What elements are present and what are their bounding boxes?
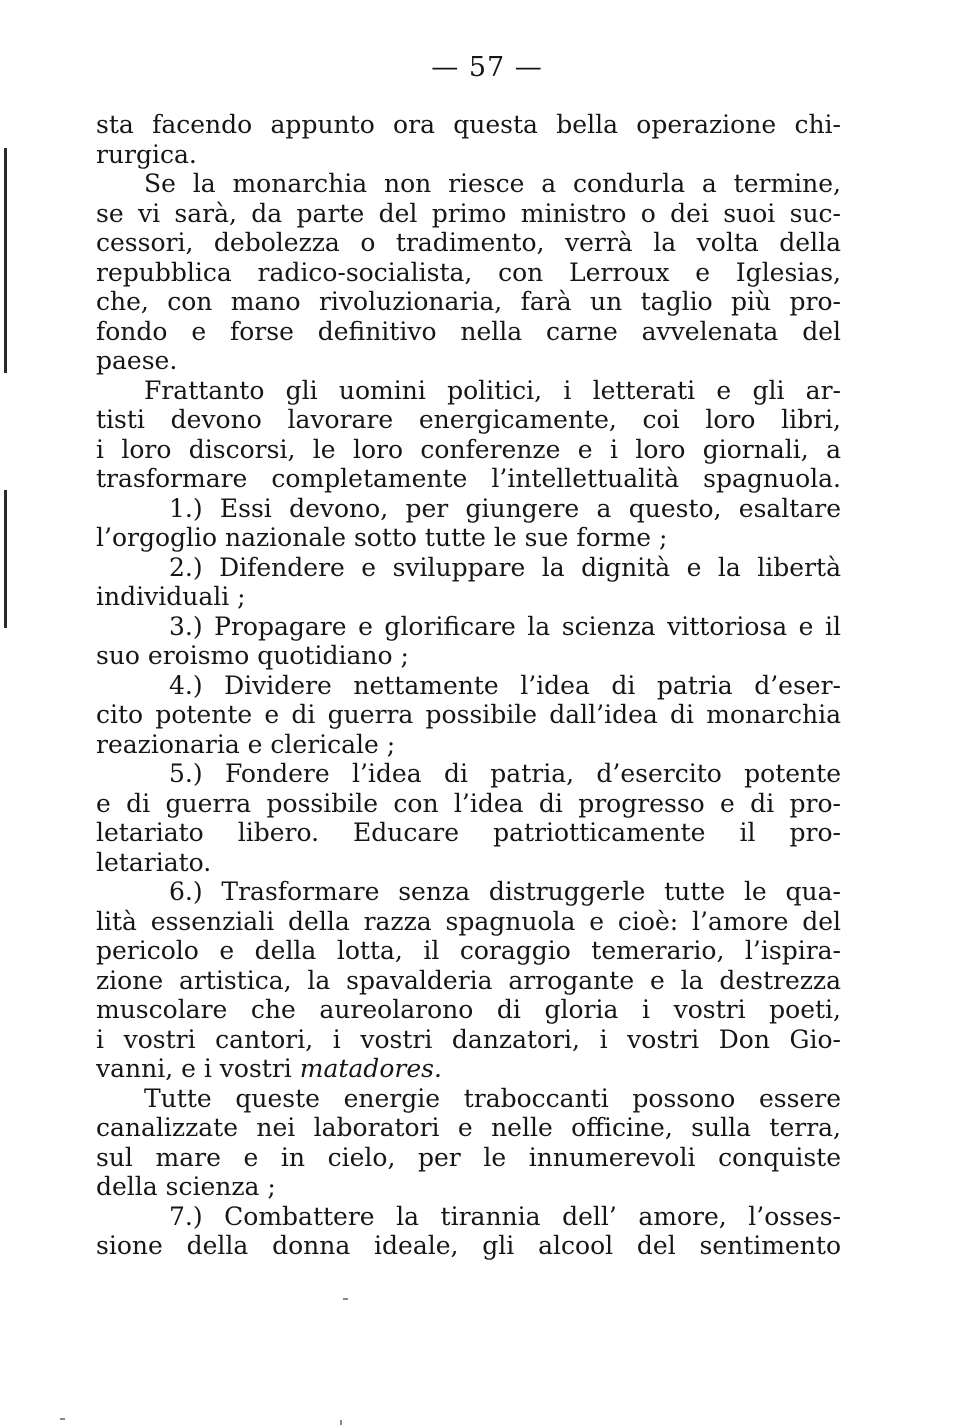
text-line xyxy=(96,287,841,317)
text-line-content: trasformare completamente l’intellettualità spagnuola. xyxy=(96,464,841,493)
text-line xyxy=(96,641,841,671)
text-line-content: sta facendo appunto ora questa bella operazione chi- xyxy=(96,110,841,139)
text-line-content: suo eroismo quotidiano ; xyxy=(96,641,409,670)
text-line-content: sul mare e in cielo, per le innumerevoli conquiste xyxy=(96,1142,841,1172)
text-line-content: e di guerra possibile con l’idea di progresso e di pro- xyxy=(96,788,841,818)
text-line-content: zione artistica, la spavalderia arrogante e la destrezza xyxy=(96,965,841,995)
text-line xyxy=(96,582,841,612)
text-line xyxy=(96,730,841,760)
text-line xyxy=(96,848,841,878)
text-line xyxy=(96,1113,841,1143)
text-line-content: reazionaria e clericale ; xyxy=(96,729,396,759)
text-line xyxy=(96,199,841,229)
text-line-content: Tutte queste energie traboccanti possono essere xyxy=(144,1083,841,1113)
text-line-content: i vostri cantori, i vostri danzatori, i vostri Don Gio- xyxy=(96,1024,841,1054)
text-line-content: paese. xyxy=(96,346,178,375)
text-line xyxy=(96,110,841,140)
text-line xyxy=(96,140,841,170)
text-line-content: repubblica radico-socialista, con Lerroux e Iglesias, xyxy=(96,257,841,287)
text-line-content: 1.) Essi devono, per giungere a questo, esaltare xyxy=(169,493,841,523)
page-number: — 57 — xyxy=(431,52,543,83)
text-line xyxy=(96,1202,841,1232)
text-line xyxy=(96,907,841,937)
text-line xyxy=(96,671,841,701)
text-line-content: che, con mano rivoluzionaria, farà un taglio più pro- xyxy=(96,287,841,316)
text-line xyxy=(96,818,841,848)
text-line xyxy=(96,1025,841,1055)
text-line xyxy=(96,464,841,494)
text-line-content: individuali ; xyxy=(96,582,246,611)
text-line xyxy=(96,1231,841,1261)
text-line-content: 6.) Trasformare senza distruggerle tutte le qua- xyxy=(169,877,841,906)
text-line xyxy=(96,966,841,996)
text-line-content: tisti devono lavorare energicamente, coi loro libri, xyxy=(96,405,841,434)
text-line-content: Se la monarchia non riesce a condurla a termine, xyxy=(144,169,841,198)
text-line-content: pericolo e della lotta, il coraggio temerario, l’ispira- xyxy=(96,936,841,965)
text-line-content: della scienza ; xyxy=(96,1172,276,1201)
text-line-content: Frattanto gli uomini politici, i letterati e gli ar- xyxy=(144,375,841,405)
text-line xyxy=(96,936,841,966)
text-line xyxy=(96,553,841,583)
text-line-content: rurgica. xyxy=(96,139,197,169)
text-line-content: 5.) Fondere l’idea di patria, d’esercito potente xyxy=(169,759,841,788)
text-line xyxy=(96,789,841,819)
text-line xyxy=(96,612,841,642)
text-line xyxy=(96,700,841,730)
margin-rule-top xyxy=(4,148,7,373)
text-line-content: canalizzate nei laboratori e nelle officine, sulla terra, xyxy=(96,1113,841,1142)
text-line xyxy=(96,877,841,907)
text-line xyxy=(96,258,841,288)
text-line xyxy=(96,1143,841,1173)
text-line-content: cito potente e di guerra possibile dall’idea di monarchia xyxy=(96,700,841,729)
text-line xyxy=(96,995,841,1025)
body-text xyxy=(96,110,841,1261)
text-line-content: i loro discorsi, le loro conferenze e i loro giornali, a xyxy=(96,434,841,464)
text-line-content: muscolare che aureolarono di gloria i vostri poeti, xyxy=(96,995,841,1024)
text-line xyxy=(96,1054,841,1084)
text-line xyxy=(96,494,841,524)
text-line xyxy=(96,435,841,465)
text-line xyxy=(96,169,841,199)
print-speck xyxy=(340,1420,342,1425)
text-line xyxy=(96,759,841,789)
text-line-content: sione della donna ideale, gli alcool del sentimento xyxy=(96,1231,841,1260)
text-line-content: vanni, e i vostri xyxy=(96,1054,300,1083)
text-line-content: 4.) Dividere nettamente l’idea di patria d’eser- xyxy=(169,670,841,700)
text-line-content: fondo e forse definitivo nella carne avvelenata del xyxy=(96,316,841,346)
print-speck xyxy=(343,1298,348,1300)
text-line xyxy=(96,376,841,406)
text-line-content: 3.) Propagare e glorificare la scienza vittoriosa e il xyxy=(169,611,841,641)
text-line-content: cessori, debolezza o tradimento, verrà la volta della xyxy=(96,228,841,257)
text-line xyxy=(96,405,841,435)
text-line-content: 7.) Combattere la tirannia dell’ amore, l’osses- xyxy=(169,1201,841,1231)
margin-rule-bottom xyxy=(4,490,7,628)
text-line-content: letariato libero. Educare patriotticamente il pro- xyxy=(96,818,841,847)
print-speck xyxy=(60,1418,65,1420)
text-line-content: lità essenziali della razza spagnuola e cioè: l’amore del xyxy=(96,906,841,936)
text-line xyxy=(96,228,841,258)
text-line-content: se vi sarà, da parte del primo ministro o dei suoi suc- xyxy=(96,198,841,228)
text-line xyxy=(96,1172,841,1202)
text-line-content: letariato. xyxy=(96,847,212,877)
text-line xyxy=(96,317,841,347)
text-line-content: 2.) Difendere e sviluppare la dignità e la libertà xyxy=(169,552,841,582)
italic-word: matadores. xyxy=(299,1054,442,1083)
text-line xyxy=(96,523,841,553)
text-line xyxy=(96,346,841,376)
text-line-content: l’orgoglio nazionale sotto tutte le sue forme ; xyxy=(96,523,668,552)
text-line xyxy=(96,1084,841,1114)
